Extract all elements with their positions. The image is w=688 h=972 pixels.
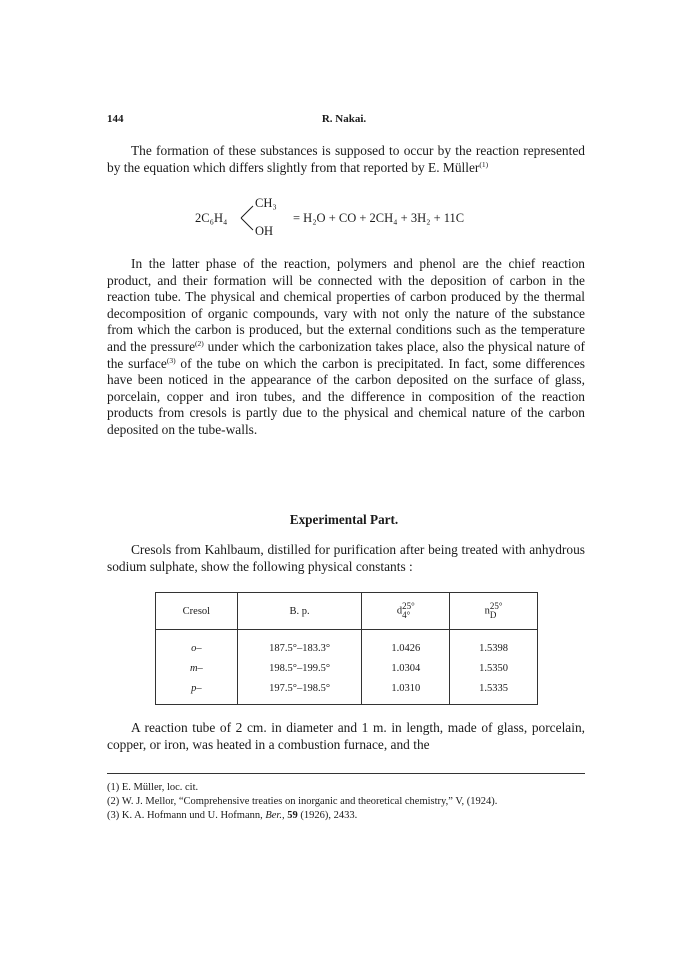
header-refractive-index xyxy=(450,593,538,630)
table-header-row xyxy=(156,593,538,630)
cell-bp: 197.5°–198.5° xyxy=(237,678,362,705)
reaction-equation xyxy=(195,196,515,244)
header-bp: B. p. xyxy=(237,593,362,630)
para4-text: A reaction tube of 2 cm. in diameter and 1 m. in length, made of glass, porcelain, copper, or iron, was heated in a combustion furnace, and the xyxy=(107,720,585,752)
para2-text-2: under which the carbonization takes place, also the physical nature of the surface xyxy=(107,338,585,371)
footnote-ref-3[interactable]: (3) xyxy=(166,355,176,365)
cell-cresol: p– xyxy=(156,678,238,705)
cell-density: 1.0310 xyxy=(362,678,450,705)
cell-bp: 198.5°–199.5° xyxy=(237,658,362,678)
cell-refractive-index: 1.5350 xyxy=(450,658,538,678)
table-row xyxy=(156,630,538,659)
footnote-ref-2[interactable]: (2) xyxy=(195,338,204,348)
cell-bp: 187.5°–183.3° xyxy=(237,630,362,659)
body-paragraph-3 xyxy=(107,542,585,575)
intro-text: The formation of these substances is supposed to occur by the reaction represented by the equation which differs slightly from that reported by E. Müller xyxy=(107,143,585,175)
density-temps xyxy=(402,602,415,620)
section-title: Experimental Part. xyxy=(289,512,399,527)
footnote-authors: K. A. Hofmann und U. Hofmann, xyxy=(121,810,266,821)
footnote-number: (2) xyxy=(107,796,120,807)
body-paragraph-2 xyxy=(107,256,585,439)
refractive-symbol: n xyxy=(484,605,490,617)
cell-cresol: o– xyxy=(156,630,238,659)
table-row xyxy=(156,658,538,678)
footnote-2 xyxy=(107,795,585,809)
body-paragraph-4 xyxy=(107,720,585,753)
page-number: 144 xyxy=(107,113,124,125)
running-header-author: R. Nakai. xyxy=(321,113,367,125)
cell-density: 1.0304 xyxy=(362,658,450,678)
para2-text-1: In the latter phase of the reaction, polymers and phenol are the chief reaction product, and their formation will be connected with the deposition of carbon in the reaction tube. The physical and chemical properties of carbon produced by the thermal decomposition of organic compounds, vary with not only the nature of the substance from which the carbon is produced, but the external conditions such as the temperature and the pressure xyxy=(107,256,585,354)
cell-cresol: m– xyxy=(156,658,238,678)
density-sup: 25° xyxy=(402,601,415,611)
footnote-divider xyxy=(107,773,585,774)
footnote-number: (3) xyxy=(107,810,120,821)
refractive-sup: 25° xyxy=(489,601,503,611)
footnote-rest: (1926), 2433. xyxy=(297,810,358,821)
footnote-1 xyxy=(107,781,585,795)
refractive-sub: D xyxy=(489,610,497,620)
intro-paragraph xyxy=(107,143,585,176)
physical-constants-table xyxy=(155,592,538,705)
equation-group-top: CH₃ xyxy=(255,196,277,210)
refractive-temps xyxy=(490,602,503,620)
footnote-journal: Ber., xyxy=(265,810,285,821)
footnote-text: E. Müller, loc. cit. xyxy=(121,782,199,793)
cell-refractive-index: 1.5335 xyxy=(450,678,538,705)
para3-text: Cresols from Kahlbaum, distilled for purification after being treated with anhydrous sodium sulphate, show the following physical constants : xyxy=(107,542,585,574)
equation-group-bottom: OH xyxy=(255,224,274,238)
cell-density: 1.0426 xyxy=(362,630,450,659)
para2-text-3: of the tube on which the carbon is precipitated. In fact, some differences have been noticed in the appearance of the carbon deposited on the surface of glass, porcelain, copper and iron tubes, and the difference in composition of the reaction products from cresols is partly due to the physical and chemical nature of the carbon deposited on the tube-walls. xyxy=(107,355,585,437)
density-sub: 4° xyxy=(402,610,411,620)
footnote-3 xyxy=(107,809,585,823)
equation-right: = H₂O + CO + 2CH₄ + 3H₂ + 11C xyxy=(293,211,465,225)
table-row xyxy=(156,678,538,705)
footnote-ref-1[interactable]: (1) xyxy=(479,159,489,169)
footnotes xyxy=(107,781,585,823)
header-density xyxy=(362,593,450,630)
footnote-text: W. J. Mellor, “Comprehensive treaties on inorganic and theoretical chemistry,” V, (1924). xyxy=(121,796,498,807)
footnote-number: (1) xyxy=(107,782,120,793)
branch-bonds xyxy=(239,200,255,236)
header-cresol: Cresol xyxy=(156,593,238,630)
equation-left: 2C₆H₄ xyxy=(195,211,228,225)
footnote-volume: 59 xyxy=(287,810,298,821)
cell-refractive-index: 1.5398 xyxy=(450,630,538,659)
density-symbol: d xyxy=(396,605,403,617)
